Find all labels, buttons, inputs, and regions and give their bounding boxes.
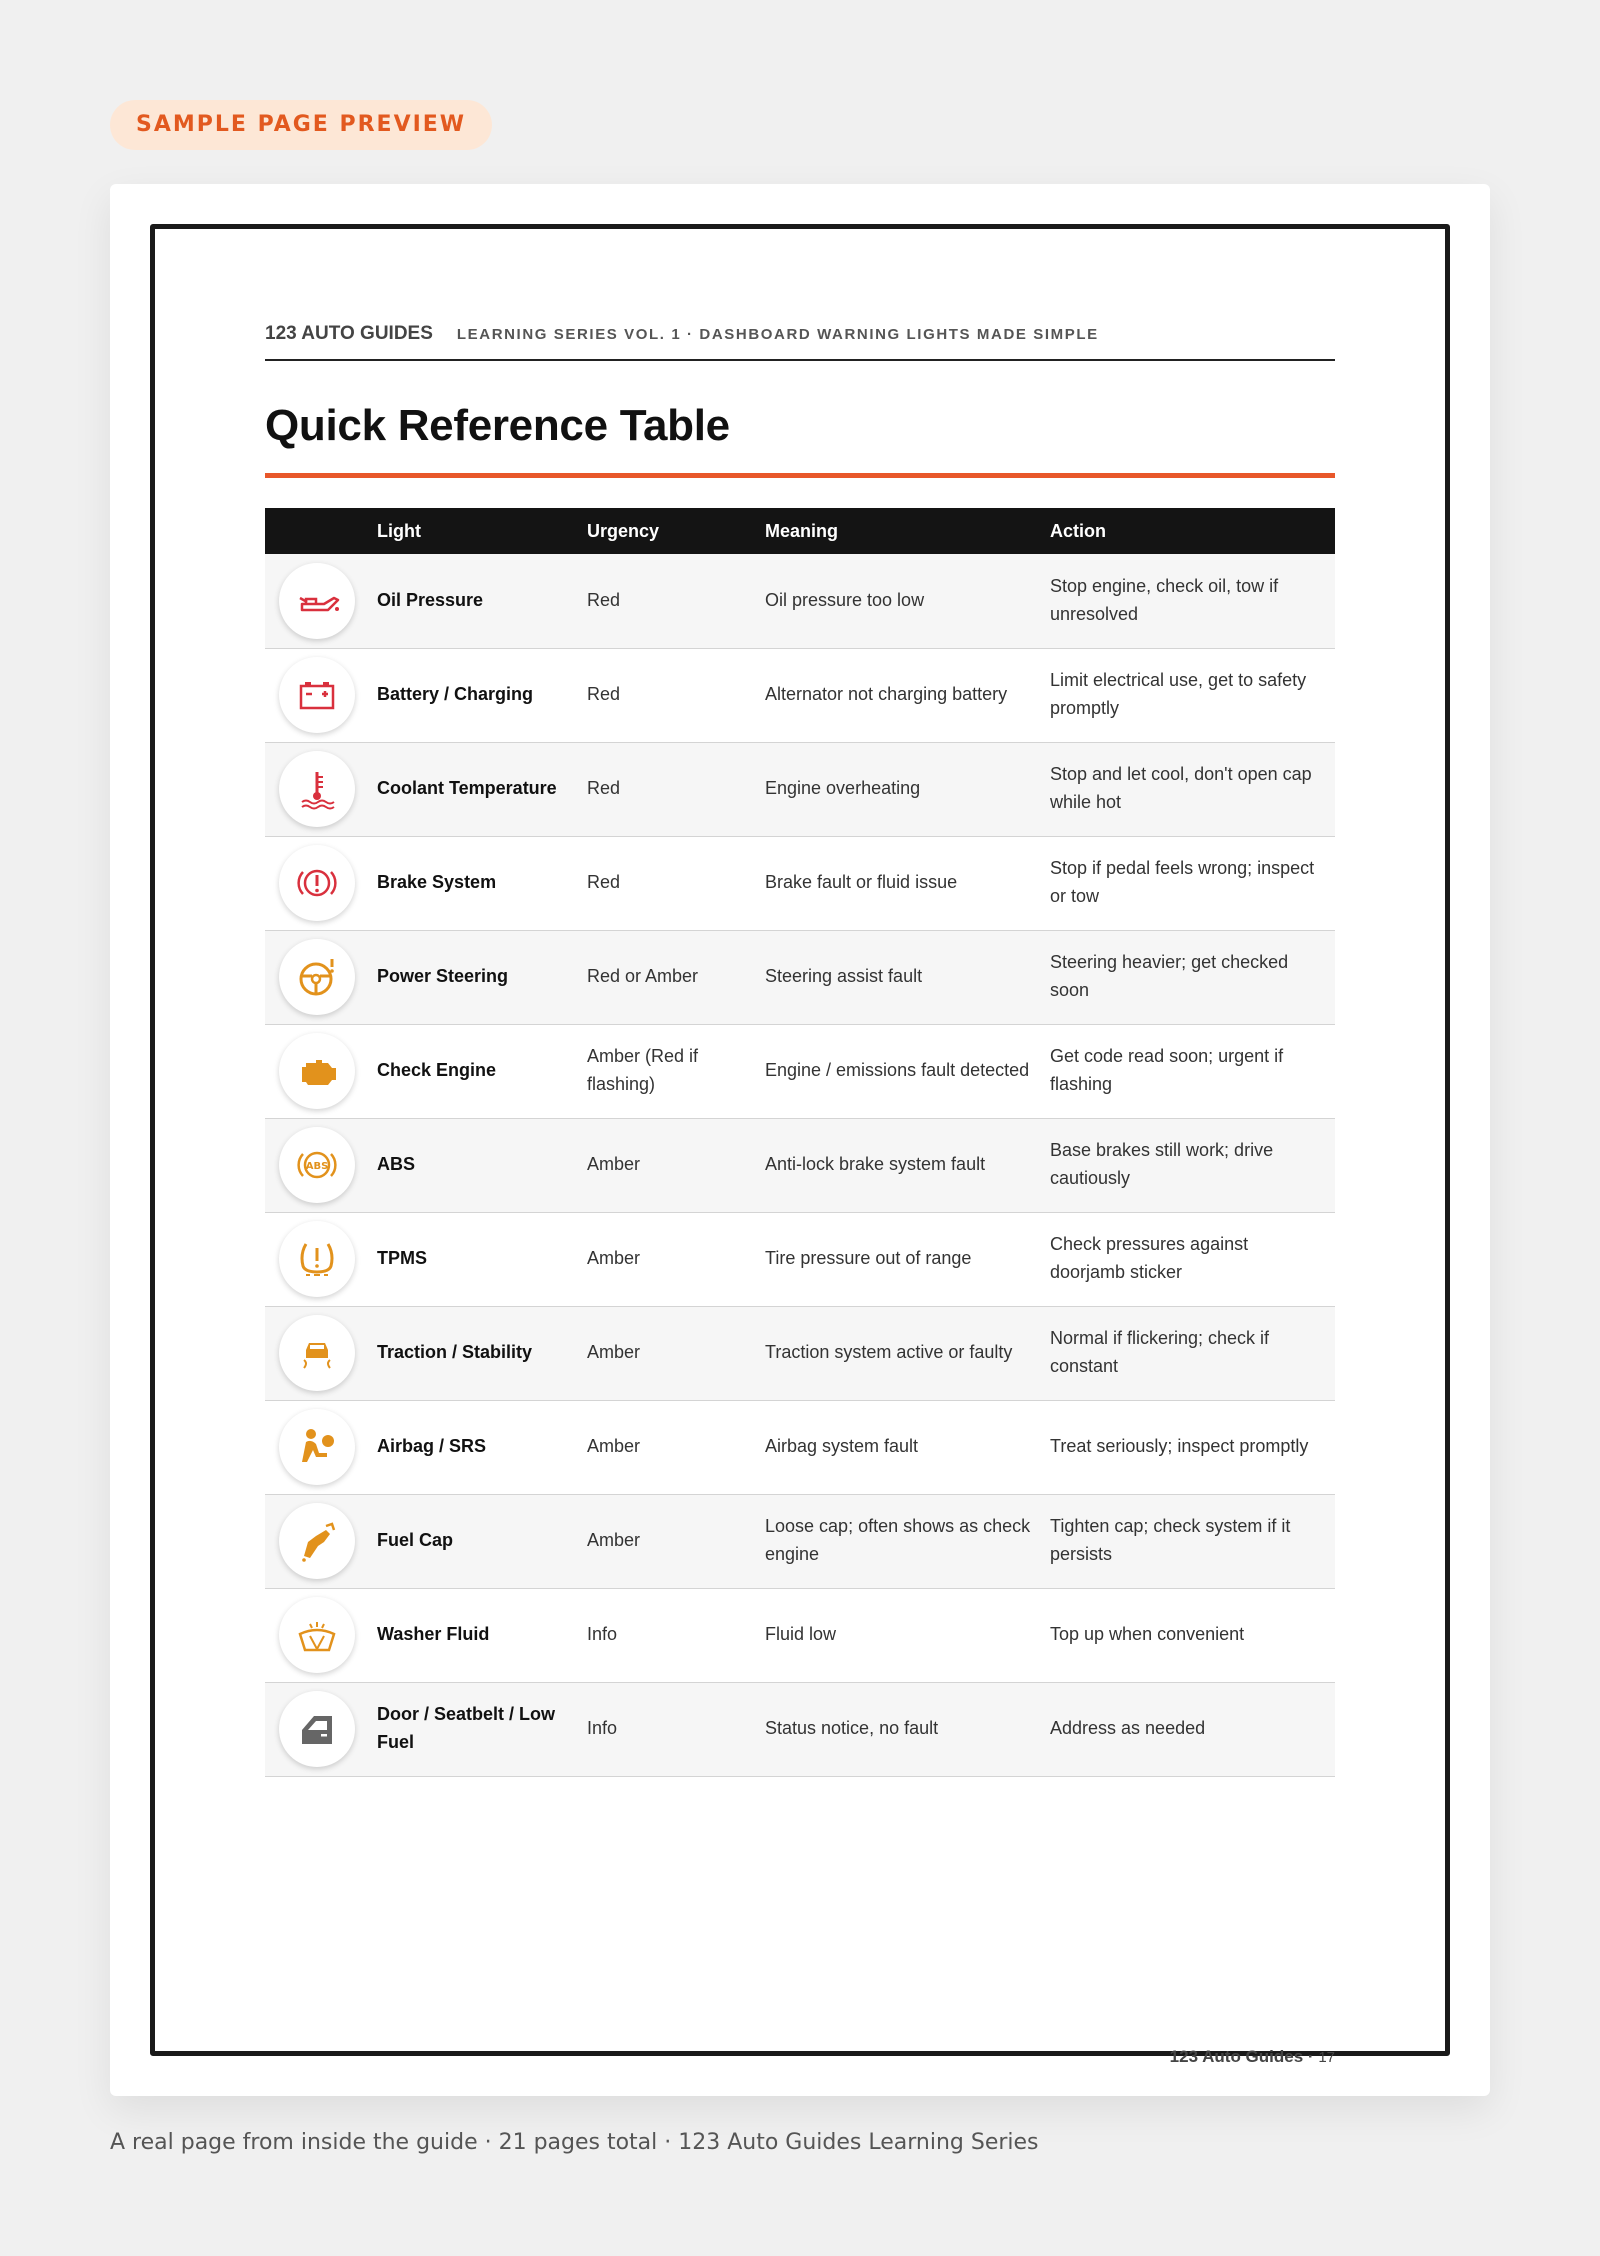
row-icon-cell (265, 930, 377, 1024)
page-content (265, 319, 1335, 2066)
meaning-cell: Brake fault or fluid issue (765, 872, 958, 893)
row-icon-cell (265, 648, 377, 742)
row-icon-cell (265, 1024, 377, 1118)
meaning-cell: Engine / emissions fault detected (765, 1060, 1030, 1081)
meaning-cell: Anti-lock brake system fault (765, 1154, 986, 1175)
table-row (265, 1024, 1335, 1118)
light-name: Door / Seatbelt / Low Fuel (377, 1704, 556, 1752)
action-cell: Limit electrical use, get to safety promptly (1050, 670, 1307, 718)
action-cell: Steering heavier; get checked soon (1050, 952, 1289, 1000)
action-cell: Stop engine, check oil, tow if unresolved (1050, 575, 1279, 624)
running-header (265, 319, 1335, 361)
table-header-row (265, 508, 1335, 554)
light-name: Check Engine (377, 1060, 497, 1081)
meaning-cell: Loose cap; often shows as check engine (765, 1516, 1031, 1564)
table-row (265, 1400, 1335, 1494)
action-cell: Get code read soon; urgent if flashing (1050, 1046, 1284, 1094)
windshield-washer-icon (279, 1597, 355, 1673)
page-footer (1170, 2047, 1335, 2067)
meaning-cell: Oil pressure too low (765, 589, 925, 610)
page-number: 17 (1318, 2049, 1335, 2066)
light-name: Washer Fluid (377, 1624, 490, 1645)
thermometer-icon (279, 751, 355, 827)
row-icon-cell (265, 1118, 377, 1212)
meaning-cell: Engine overheating (765, 778, 921, 799)
svg-text:ABS: ABS (305, 1161, 329, 1172)
document-page (150, 224, 1450, 2066)
action-cell: Normal if flickering; check if constant (1050, 1328, 1270, 1376)
light-name: ABS (377, 1154, 416, 1175)
meaning-cell: Steering assist fault (765, 966, 923, 987)
airbag-icon (279, 1409, 355, 1485)
meaning-cell: Airbag system fault (765, 1436, 919, 1457)
row-icon-cell (265, 742, 377, 836)
action-cell: Treat seriously; inspect promptly (1050, 1436, 1309, 1457)
row-icon-cell (265, 1306, 377, 1400)
title-underline (265, 473, 1335, 478)
column-header-icon (265, 508, 377, 554)
action-cell: Top up when convenient (1050, 1624, 1245, 1645)
table-row (265, 554, 1335, 648)
table-row (265, 1682, 1335, 1776)
urgency-cell: Amber (587, 1154, 641, 1175)
light-name: Coolant Temperature (377, 778, 557, 799)
urgency-cell: Amber (587, 1530, 641, 1551)
row-icon-cell (265, 1682, 377, 1776)
action-cell: Stop if pedal feels wrong; inspect or tow (1050, 858, 1315, 906)
header-series: LEARNING SERIES VOL. 1 · DASHBOARD WARNING LIGHTS MADE SIMPLE (456, 326, 1099, 343)
table-row (265, 1306, 1335, 1400)
footer-brand: 123 Auto Guides · (1169, 2047, 1314, 2066)
page-title: Quick Reference Table (265, 401, 730, 450)
urgency-cell: Red (587, 872, 621, 893)
light-name: Power Steering (377, 966, 509, 987)
column-header-urgency: Urgency (587, 520, 660, 541)
header-brand: 123 AUTO GUIDES (265, 323, 433, 344)
row-icon-cell (265, 554, 377, 648)
light-name: TPMS (377, 1248, 428, 1269)
light-name: Brake System (377, 872, 497, 893)
row-icon-cell (265, 1494, 377, 1588)
column-header-meaning: Meaning (765, 520, 839, 541)
urgency-cell: Amber (Red if flashing) (587, 1046, 699, 1094)
action-cell: Tighten cap; check system if it persists (1050, 1516, 1291, 1564)
meaning-cell: Alternator not charging battery (765, 684, 1008, 705)
brake-icon (279, 845, 355, 921)
steering-wheel-icon (279, 939, 355, 1015)
preview-caption: A real page from inside the guide · 21 pages total · 123 Auto Guides Learning Series (110, 2130, 1039, 2155)
table-row (265, 1494, 1335, 1588)
urgency-cell: Red (587, 684, 621, 705)
meaning-cell: Tire pressure out of range (765, 1248, 972, 1269)
urgency-cell: Amber (587, 1248, 641, 1269)
urgency-cell: Red (587, 778, 621, 799)
table-row (265, 648, 1335, 742)
fuel-nozzle-icon (279, 1503, 355, 1579)
table-row (265, 742, 1335, 836)
urgency-cell: Info (587, 1718, 618, 1739)
reference-table (265, 508, 1335, 1777)
battery-icon (279, 657, 355, 733)
table-row (265, 1212, 1335, 1306)
light-name: Airbag / SRS (377, 1436, 487, 1457)
urgency-cell: Red (587, 589, 621, 610)
urgency-cell: Amber (587, 1342, 641, 1363)
row-icon-cell (265, 836, 377, 930)
car-door-icon (279, 1691, 355, 1767)
table-row (265, 836, 1335, 930)
table-row (265, 930, 1335, 1024)
light-name: Traction / Stability (377, 1342, 533, 1363)
row-icon-cell (265, 1400, 377, 1494)
meaning-cell: Traction system active or faulty (765, 1342, 1013, 1363)
engine-icon (279, 1033, 355, 1109)
table-row (265, 1118, 1335, 1212)
action-cell: Check pressures against doorjamb sticker (1050, 1234, 1249, 1282)
action-cell: Stop and let cool, don't open cap while hot (1050, 764, 1312, 812)
meaning-cell: Status notice, no fault (765, 1718, 939, 1739)
abs-icon (279, 1127, 355, 1203)
column-header-light: Light (377, 520, 421, 541)
table-row (265, 1588, 1335, 1682)
tire-pressure-icon (279, 1221, 355, 1297)
light-name: Battery / Charging (377, 684, 534, 705)
light-name: Fuel Cap (377, 1530, 454, 1551)
action-cell: Address as needed (1050, 1718, 1206, 1739)
urgency-cell: Red or Amber (587, 966, 699, 987)
urgency-cell: Info (587, 1624, 618, 1645)
action-cell: Base brakes still work; drive cautiously (1050, 1140, 1274, 1188)
column-header-action: Action (1050, 520, 1106, 541)
sample-preview-badge: SAMPLE PAGE PREVIEW (110, 100, 492, 150)
urgency-cell: Amber (587, 1436, 641, 1457)
row-icon-cell (265, 1212, 377, 1306)
meaning-cell: Fluid low (765, 1624, 837, 1645)
preview-card (110, 184, 1490, 2096)
light-name: Oil Pressure (377, 589, 484, 610)
oil-can-icon (279, 563, 355, 639)
row-icon-cell (265, 1588, 377, 1682)
skidding-car-icon (279, 1315, 355, 1391)
